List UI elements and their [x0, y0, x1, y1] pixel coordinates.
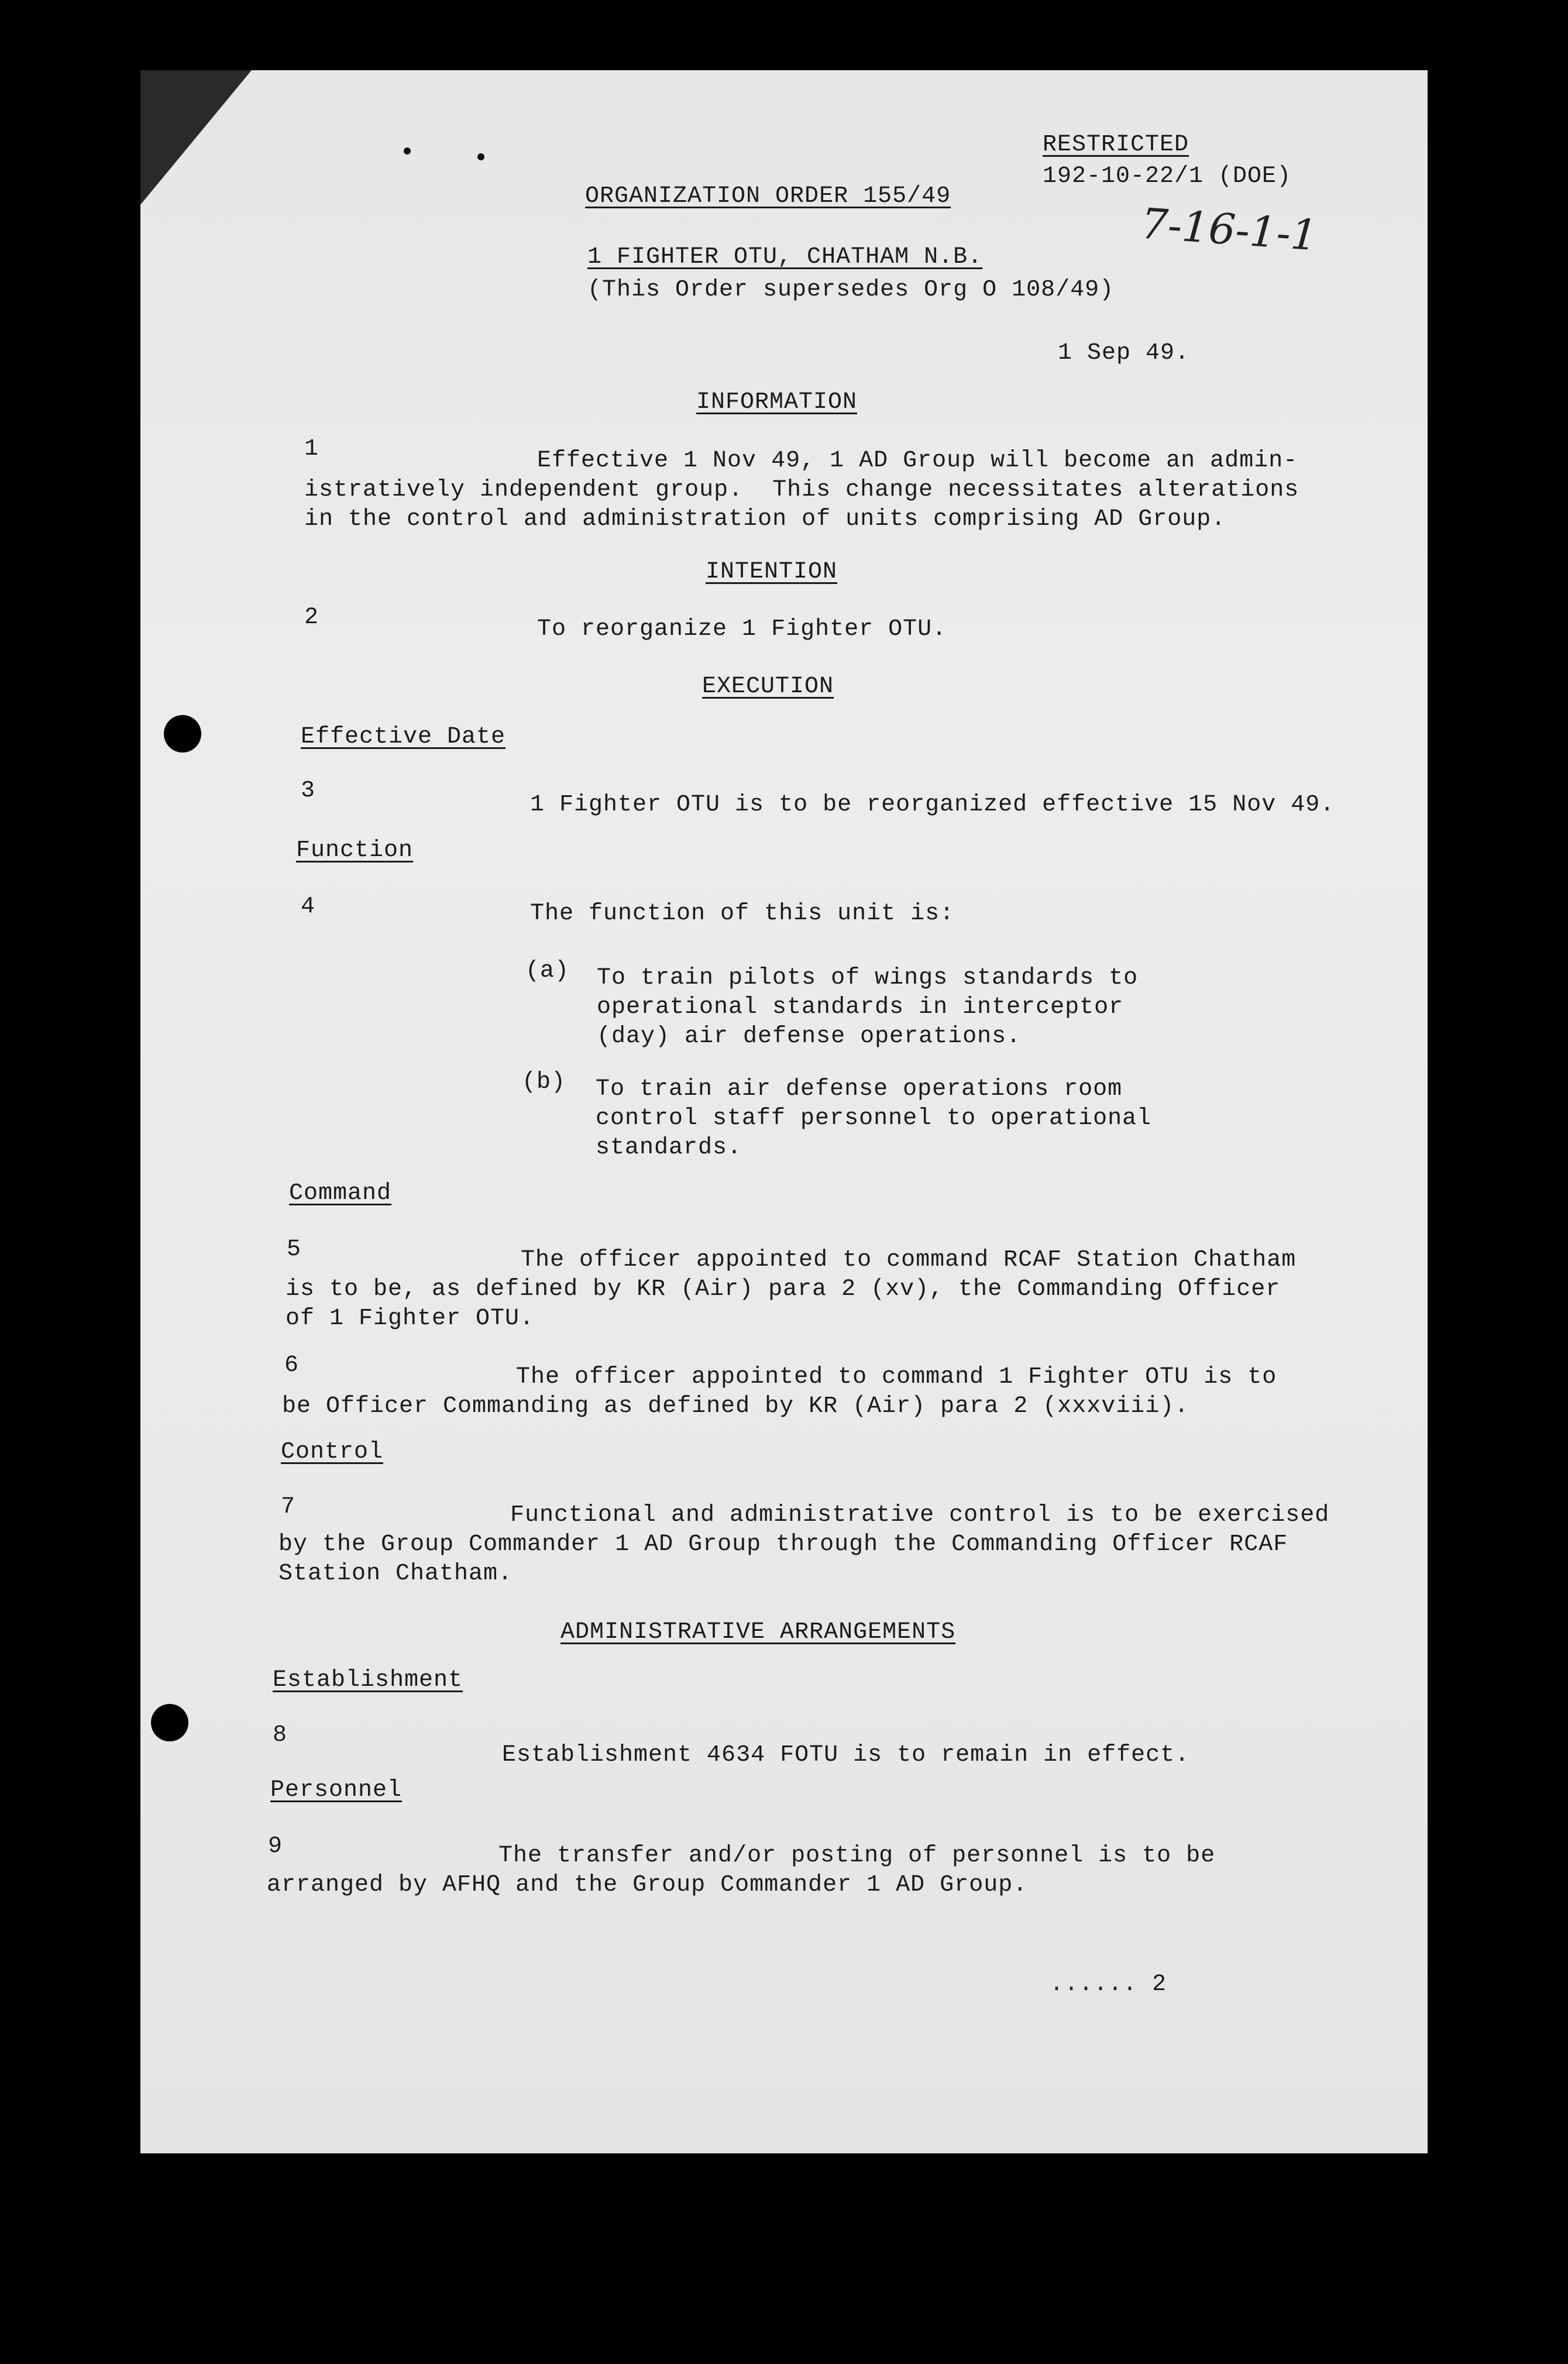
para-number-4: 4 — [301, 894, 316, 920]
document-date: 1 Sep 49. — [1058, 340, 1190, 366]
para-2-text: To reorganize 1 Fighter OTU. — [537, 616, 947, 642]
para-9-line-1: The transfer and/or posting of personnel is to be — [498, 1843, 1216, 1869]
unit-title: 1 FIGHTER OTU, CHATHAM N.B. — [587, 244, 983, 270]
item-b-label: (b) — [522, 1069, 566, 1095]
item-a-line-2: operational standards in interceptor — [597, 994, 1124, 1020]
punch-hole-top — [164, 715, 201, 753]
heading-information: INFORMATION — [696, 389, 858, 415]
supersedes-note: (This Order supersedes Org O 108/49) — [587, 277, 1115, 303]
para-8-text: Establishment 4634 FOTU is to remain in effect. — [502, 1742, 1190, 1768]
para-1-line-2: istratively independent group. This change necessitates alterations — [304, 477, 1299, 503]
para-3-text: 1 Fighter OTU is to be reorganized effective 15 Nov 49. — [530, 792, 1335, 818]
para-1-line-1: Effective 1 Nov 49, 1 AD Group will become an admin- — [537, 448, 1298, 474]
item-a-line-3: (day) air defense operations. — [597, 1023, 1022, 1050]
para-number-8: 8 — [273, 1722, 288, 1748]
punch-hole-bottom — [151, 1704, 188, 1741]
subheading-personnel: Personnel — [270, 1777, 403, 1803]
heading-administrative-arrangements: ADMINISTRATIVE ARRANGEMENTS — [561, 1619, 956, 1645]
file-reference: 192-10-22/1 (DOE) — [1043, 163, 1292, 190]
para-7-line-3: Station Chatham. — [278, 1561, 513, 1587]
speck — [477, 153, 484, 160]
subheading-control: Control — [281, 1439, 384, 1465]
para-4-text: The function of this unit is: — [530, 901, 955, 927]
para-7-line-2: by the Group Commander 1 AD Group through the Commanding Officer RCAF — [278, 1531, 1288, 1558]
order-title: ORGANIZATION ORDER 155/49 — [585, 183, 951, 209]
item-b-line-2: control staff personnel to operational — [596, 1105, 1152, 1132]
para-number-2: 2 — [304, 604, 319, 631]
classification-stamp: RESTRICTED — [1043, 132, 1189, 158]
item-a-label: (a) — [525, 958, 570, 984]
subheading-effective-date: Effective Date — [301, 724, 506, 750]
para-number-3: 3 — [301, 778, 316, 804]
para-7-line-1: Functional and administrative control is to be exercised — [510, 1502, 1330, 1528]
para-5-line-2: is to be, as defined by KR (Air) para 2 (xv), the Commanding Officer — [286, 1276, 1281, 1303]
item-b-line-1: To train air defense operations room — [596, 1076, 1123, 1102]
item-a-line-1: To train pilots of wings standards to — [597, 965, 1139, 991]
subheading-establishment: Establishment — [273, 1667, 463, 1693]
para-number-5: 5 — [287, 1236, 302, 1263]
heading-execution: EXECUTION — [702, 674, 834, 700]
para-9-line-2: arranged by AFHQ and the Group Commander 1 AD Group. — [267, 1872, 1028, 1898]
page-continuation: ...... 2 — [1050, 1971, 1167, 1998]
para-5-line-3: of 1 Fighter OTU. — [286, 1305, 535, 1332]
para-6-line-1: The officer appointed to command 1 Fighter OTU is to — [516, 1364, 1277, 1390]
para-number-1: 1 — [304, 436, 319, 462]
para-number-9: 9 — [268, 1833, 283, 1860]
item-b-line-3: standards. — [596, 1135, 742, 1161]
para-6-line-2: be Officer Commanding as defined by KR (Air) para 2 (xxxviii). — [282, 1393, 1189, 1420]
heading-intention: INTENTION — [706, 559, 838, 585]
speck — [404, 147, 411, 154]
para-number-6: 6 — [284, 1352, 300, 1379]
handwritten-reference: 7-16-1-1 — [1139, 198, 1319, 260]
para-1-line-3: in the control and administration of units comprising AD Group. — [304, 506, 1226, 532]
para-number-7: 7 — [281, 1494, 296, 1520]
subheading-command: Command — [289, 1180, 392, 1207]
subheading-function: Function — [296, 837, 414, 864]
para-5-line-1: The officer appointed to command RCAF Station Chatham — [521, 1247, 1297, 1273]
